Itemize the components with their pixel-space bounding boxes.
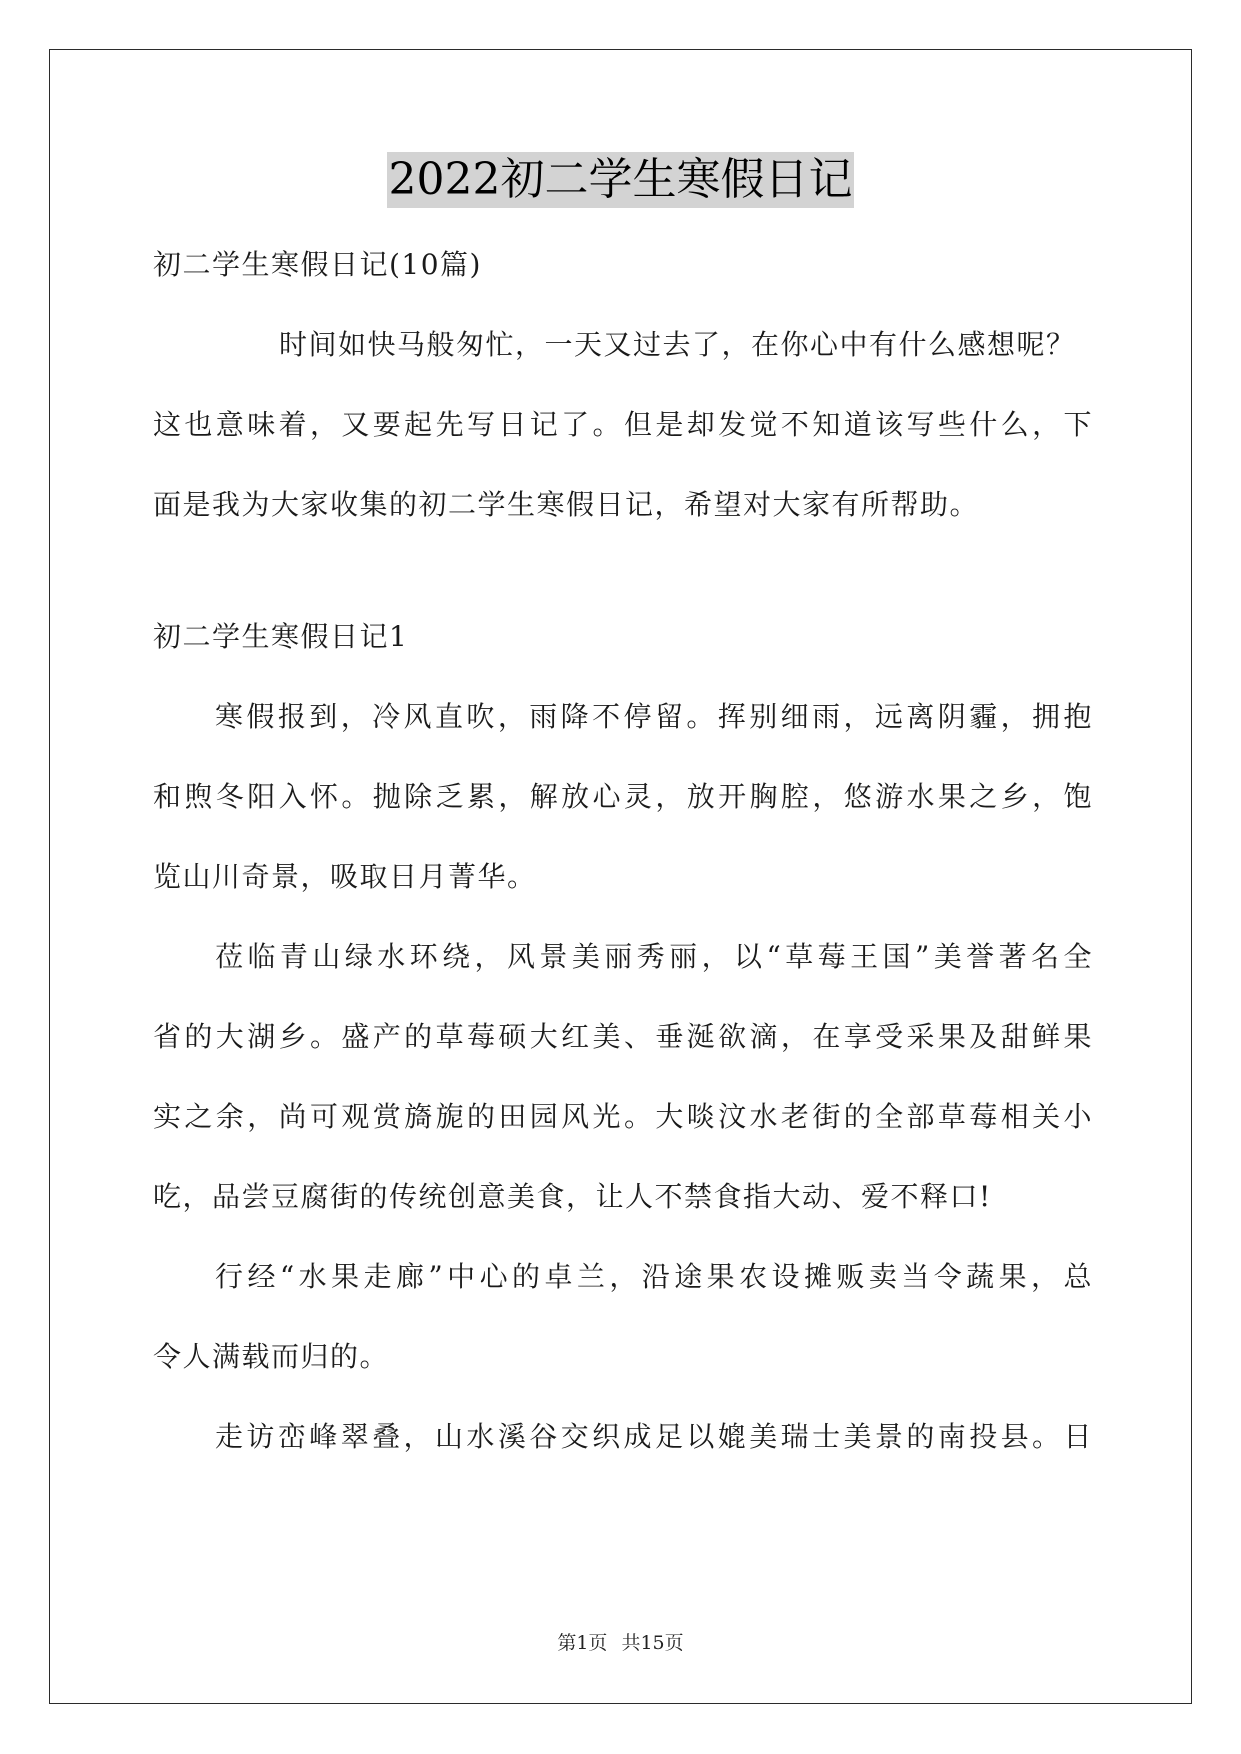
intro-line: 这也意味着，又要起先写日记了。但是却发觉不知道该写些什么，下 — [153, 408, 1093, 441]
paragraph-line: 和煦冬阳入怀。抛除乏累，解放心灵，放开胸腔，悠游水果之乡，饱 — [153, 780, 1093, 813]
intro-line: 时间如快马般匆忙，一天又过去了，在你心中有什么感想呢？ — [279, 328, 1076, 361]
spacer — [153, 545, 1093, 597]
document-title: 2022初二学生寒假日记 — [387, 152, 855, 208]
intro-heading: 初二学生寒假日记(10篇) — [153, 248, 482, 281]
paragraph-line: 行经“水果走廊”中心的卓兰，沿途果农设摊贩卖当令蔬果，总 — [215, 1260, 1093, 1293]
section-heading: 初二学生寒假日记1 — [153, 620, 409, 653]
page-number: 第1页 — [557, 1632, 608, 1654]
intro-line: 面是我为大家收集的初二学生寒假日记，希望对大家有所帮助。 — [153, 488, 980, 521]
paragraph-line: 令人满载而归的。 — [153, 1340, 390, 1373]
document-body — [153, 225, 1093, 1477]
paragraph-line: 实之余，尚可观赏旖旎的田园风光。大啖汶水老街的全部草莓相关小 — [153, 1100, 1093, 1133]
paragraph-line: 寒假报到，冷风直吹，雨降不停留。挥别细雨，远离阴霾，拥抱 — [215, 700, 1093, 733]
page-footer — [0, 1628, 1241, 1655]
paragraph-line: 莅临青山绿水环绕，风景美丽秀丽，以“草莓王国”美誉著名全 — [215, 940, 1093, 973]
paragraph-line: 省的大湖乡。盛产的草莓硕大红美、垂涎欲滴，在享受采果及甜鲜果 — [153, 1020, 1093, 1053]
paragraph-line: 览山川奇景，吸取日月菁华。 — [153, 860, 537, 893]
paragraph-line: 吃，品尝豆腐街的传统创意美食，让人不禁食指大动、爱不释口! — [153, 1180, 992, 1213]
title-container — [0, 152, 1241, 208]
paragraph-line: 走访峦峰翠叠，山水溪谷交织成足以媲美瑞士美景的南投县。日 — [215, 1420, 1093, 1453]
page-total: 共15页 — [621, 1632, 684, 1654]
